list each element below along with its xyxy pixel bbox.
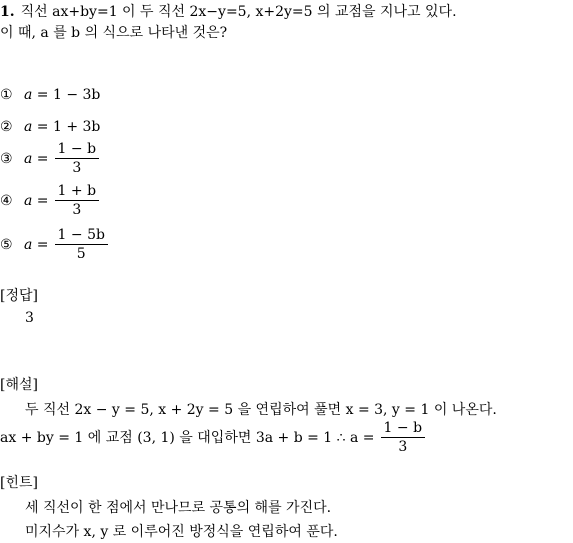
choice-4-fraction [55, 183, 100, 218]
choice-4[interactable] [0, 183, 99, 218]
answer-heading: [정답] [0, 288, 38, 304]
explanation-line-1: 두 직선 2x − y = 5, x + 2y = 5 을 연립하여 풀면 x = 3, y = 1 이 나온다. [25, 402, 497, 418]
choice-2-lhs: a = [24, 119, 49, 135]
choice-4-numerator: 1 + b [55, 183, 100, 201]
question-number: 1. [0, 4, 15, 20]
explanation-denominator: 3 [398, 439, 408, 455]
choice-5[interactable] [0, 227, 108, 262]
choice-2-mark: ② [0, 119, 13, 135]
choice-1-lhs: a = [24, 87, 49, 103]
explanation-line-2-text: ax + by = 1 에 교점 (3, 1) 을 대입하면 3a + b = 1 ∴ a = [0, 429, 375, 446]
hint-line-1: 세 직선이 한 점에서 만나므로 공통의 해를 가진다. [25, 500, 332, 516]
question-text-1: 직선 ax+by=1 이 두 직선 2x−y=5, x+2y=5 의 교점을 지나고 있다. [20, 4, 457, 20]
choice-5-lhs: a = [24, 236, 49, 253]
choice-3[interactable] [0, 141, 99, 176]
choice-1-rhs: 1 − 3b [52, 87, 101, 103]
choice-3-fraction [55, 141, 100, 176]
choice-4-mark: ④ [0, 192, 13, 209]
choice-4-lhs: a = [24, 192, 49, 209]
explanation-numerator: 1 − b [381, 420, 426, 438]
explanation-line-2 [0, 420, 425, 455]
hint-heading: [힌트] [0, 475, 38, 491]
choice-2-rhs: 1 + 3b [52, 119, 101, 135]
choice-5-numerator: 1 − 5b [55, 227, 108, 245]
choice-3-lhs: a = [24, 150, 49, 167]
choice-5-fraction [55, 227, 108, 262]
choice-1[interactable] [0, 87, 100, 103]
question-line-1 [0, 3, 457, 21]
question-text-2: 이 때, a 를 b 의 식으로 나타낸 것은? [0, 25, 228, 41]
choice-1-mark: ① [0, 87, 13, 103]
choice-3-numerator: 1 − b [55, 141, 100, 159]
choice-4-denominator: 3 [72, 202, 82, 218]
explanation-heading: [해설] [0, 377, 38, 393]
choice-2[interactable] [0, 119, 100, 135]
choice-5-mark: ⑤ [0, 236, 13, 253]
choice-5-denominator: 5 [76, 246, 86, 262]
choice-3-denominator: 3 [72, 160, 82, 176]
hint-line-2: 미지수가 x, y 로 이루어진 방정식을 연립하여 푼다. [25, 524, 338, 540]
answer-value: 3 [25, 310, 34, 326]
choice-3-mark: ③ [0, 150, 13, 167]
explanation-fraction [381, 420, 426, 455]
